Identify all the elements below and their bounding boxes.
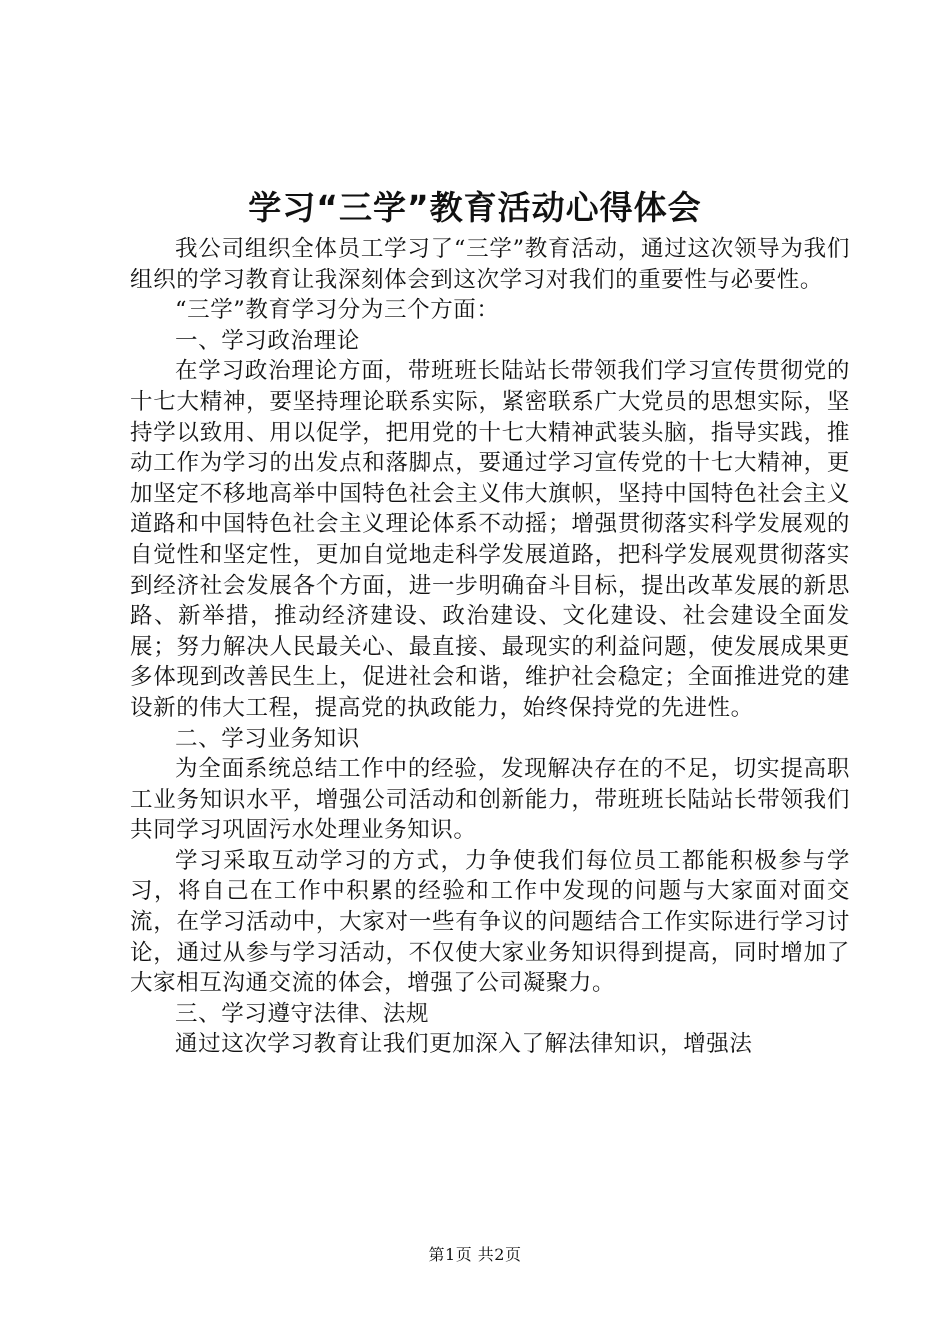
page-title: 学习“三学”教育活动心得体会 (248, 188, 702, 227)
section-heading-law: 三、学习遵守法律、法规 (175, 1000, 430, 1027)
politics-paragraph: 在学习政治理论方面，带班班长陆站长带领我们学习宣传贯彻党的十七大精神，要坚持理论联系实际，紧密联系广大党员的思想实际，坚持学以致用、用以促学，把用党的十七大精神武装头脑，指导实践，推动工作为学习的出发点和落脚点，要通过学习宣传党的十七大精神，更加坚定不移地高举中国特色社会主义伟大旗帜，坚持中国特色社会主义道路和中国特色社会主义理论体系不动摇；增强贯彻落实科学发展观的自觉性和坚定性，更加自觉地走科学发展道路，把科学发展观贯彻落实到经济社会发展各个方面，进一步明确奋斗目标，提出改革发展的新思路、新举措，推动经济建设、政治建设、文化建设、社会建设全面发展；努力解决人民最关心、最直接、最现实的利益问题，使发展成果更多体现到改善民生上，促进社会和谐，维护社会稳定；全面推进党的建设新的伟大工程，提高党的执政能力，始终保持党的先进性。 (130, 358, 850, 721)
document-body (130, 234, 850, 1060)
section-heading-politics: 一、学习政治理论 (175, 327, 360, 354)
overview-paragraph: “三学”教育学习分为三个方面： (175, 297, 500, 324)
interactive-learning-paragraph: 学习采取互动学习的方式，力争使我们每位员工都能积极参与学习，将自己在工作中积累的经验和工作中发现的问题与大家面对面交流，在学习活动中，大家对一些有争议的问题结合工作实际进行学习讨论，通过从参与学习活动，不仅使大家业务知识得到提高，同时增加了大家相互沟通交流的体会，增强了公司凝聚力。 (130, 847, 850, 997)
page-footer: 第1页 共2页 (428, 1245, 522, 1264)
intro-paragraph: 我公司组织全体员工学习了“三学”教育活动，通过这次领导为我们组织的学习教育让我深刻体会到这次学习对我们的重要性与必要性。 (130, 236, 850, 293)
business-paragraph: 为全面系统总结工作中的经验，发现解决存在的不足，切实提高职工业务知识水平，增强公司活动和创新能力，带班班长陆站长带领我们共同学习巩固污水处理业务知识。 (130, 756, 850, 844)
section-heading-business: 二、学习业务知识 (175, 725, 360, 752)
law-paragraph: 通过这次学习教育让我们更加深入了解法律知识，增强法 (175, 1031, 753, 1058)
